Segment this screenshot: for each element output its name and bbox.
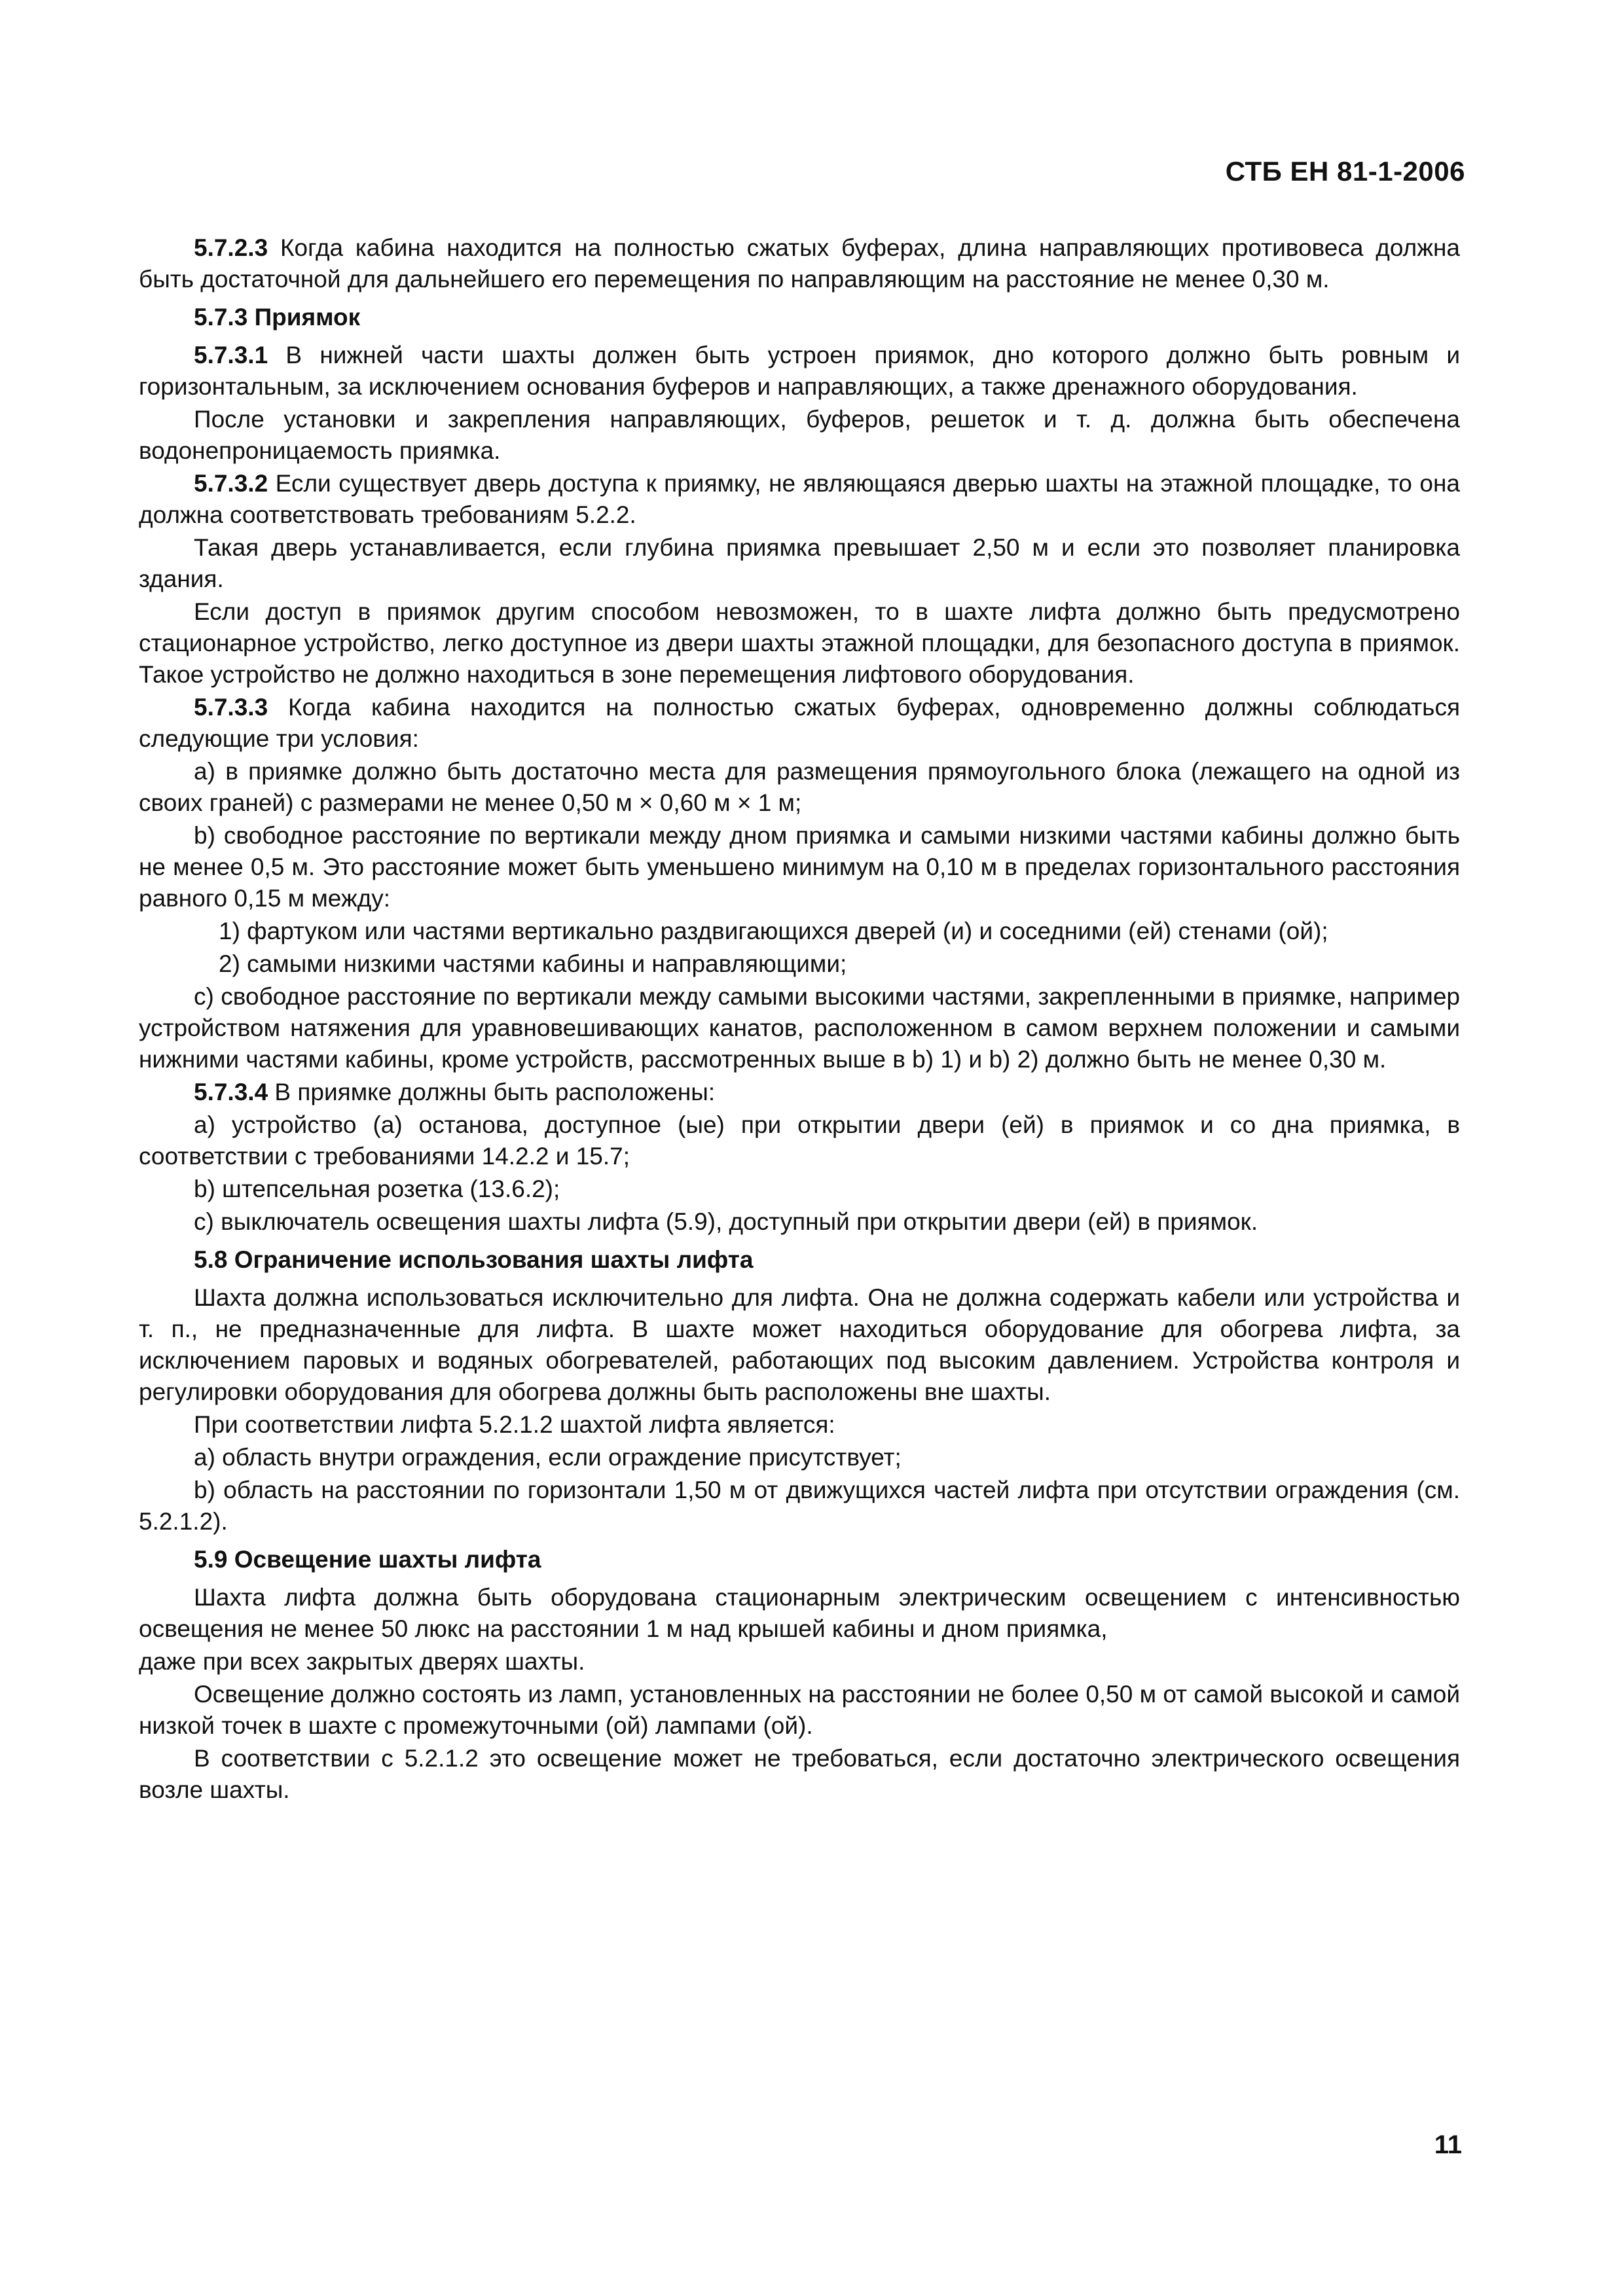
paragraph-5-7-3-1: [139, 340, 1460, 403]
list-item-a: a) область внутри ограждения, если ограждение присутствует;: [194, 1444, 902, 1471]
paragraph-text: Шахта должна использоваться исключительно для лифта. Она не должна содержать кабели или устройства и т. п., не предназначенные для лифта. В шахте может находиться оборудование для обогрева лифта, за исключением паровых и водяных обогревателей, работающих под высоким давлением. Устройства контроля и регулировки оборудования для обогрева должны быть расположены вне шахты.: [139, 1284, 1460, 1405]
list-item-a: a) в приямке должно быть достаточно места для размещения прямоугольного блока (лежащего на одной из своих граней) с размерами не менее 0,50 м × 0,60 м × 1 м;: [139, 758, 1460, 816]
list-item-b-1: 1) фартуком или частями вертикально раздвигающихся дверей (и) и соседними (ей) стенами (ой);: [219, 918, 1328, 944]
page-number: 11: [1434, 2130, 1462, 2159]
list-item-c: c) свободное расстояние по вертикали между самыми высокими частями, закрепленными в приямке, например устройством натяжения для уравновешивающих канатов, расположенном в самом верхнем положении и самыми нижними частями кабины, кроме устройств, рассмотренных выше в b) 1) и b) 2) должно быть не менее 0,30 м.: [139, 983, 1460, 1073]
paragraph-text: Такая дверь устанавливается, если глубина приямка превышает 2,50 м и если это позволяет планировка здания.: [139, 534, 1460, 592]
list-item-b: b) область на расстоянии по горизонтали 1,50 м от движущихся частей лифта при отсутствии ограждения (см. 5.2.1.2).: [139, 1477, 1460, 1535]
paragraph-text: После установки и закрепления направляющих, буферов, решеток и т. д. должна быть обеспечена водонепроницаемость приямка.: [139, 406, 1460, 464]
paragraph-text: Когда кабина находится на полностью сжатых буферах, одновременно должны соблюдаться следующие три условия:: [139, 694, 1460, 752]
clause-number: 5.7.2.3: [194, 234, 268, 261]
paragraph-5-7-3-3: [139, 692, 1460, 755]
paragraph-text: В соответствии с 5.2.1.2 это освещение может не требоваться, если достаточно электрического освещения возле шахты.: [139, 1745, 1460, 1803]
paragraph-text: Если доступ в приямок другим способом невозможен, то в шахте лифта должно быть предусмотрено стационарное устройство, легко доступное из двери шахты этажной площадки, для безопасного доступа в приямок. Такое устройство не должно находиться в зоне перемещения лифтового оборудования.: [139, 598, 1460, 688]
paragraph-text: Освещение должно состоять из ламп, установленных на расстоянии не более 0,50 м от самой высокой и самой низкой точек в шахте с промежуточными (ой) лампами (ой).: [139, 1681, 1460, 1739]
list-item-b: b) свободное расстояние по вертикали между дном приямка и самыми низкими частями кабины должно быть не менее 0,5 м. Это расстояние может быть уменьшено минимум на 0,10 м в пределах горизонтального расстояния равного 0,15 м между:: [139, 822, 1460, 912]
clause-number: 5.7.3.2: [194, 470, 268, 497]
document-code: СТБ ЕН 81-1-2006: [1225, 156, 1465, 187]
list-item-b: b) штепсельная розетка (13.6.2);: [194, 1175, 560, 1202]
paragraph-text: Когда кабина находится на полностью сжатых буферах, длина направляющих противовеса должна быть достаточной для дальнейшего его перемещения по направляющим на расстояние не менее 0,30 м.: [139, 234, 1460, 293]
section-heading-5-9: 5.9 Освещение шахты лифта: [194, 1546, 541, 1573]
paragraph-text: В нижней части шахты должен быть устроен приямок, дно которого должно быть ровным и горизонтальным, за исключением основания буферов и направляющих, а также дренажного оборудования.: [139, 342, 1460, 400]
paragraph-5-7-3-4: [139, 1077, 1460, 1108]
paragraph-text: В приямке должны быть расположены:: [268, 1079, 716, 1105]
section-heading-5-7-3: 5.7.3 Приямок: [194, 304, 361, 331]
clause-number: 5.7.3.4: [194, 1079, 268, 1105]
section-heading-5-8: 5.8 Ограничение использования шахты лифта: [194, 1246, 754, 1273]
list-item-a: a) устройство (а) останова, доступное (ые) при открытии двери (ей) в приямок и со дна приямка, в соответствии с требованиями 14.2.2 и 15.7;: [139, 1111, 1460, 1170]
clause-number: 5.7.3.3: [194, 694, 268, 721]
document-body: [139, 232, 1460, 1807]
list-item-b-2: 2) самыми низкими частями кабины и направляющими;: [219, 950, 847, 977]
paragraph-text: При соответствии лифта 5.2.1.2 шахтой лифта является:: [194, 1411, 835, 1438]
paragraph-5-7-2-3: [139, 232, 1460, 295]
paragraph-text: Если существует дверь доступа к приямку, не являющаяся дверью шахты на этажной площадке, то она должна соответствовать требованиям 5.2.2.: [139, 470, 1460, 528]
paragraph-text: Шахта лифта должна быть оборудована стационарным электрическим освещением с интенсивностью освещения не менее 50 люкс на расстоянии 1 м над крышей кабины и дном приямка,: [139, 1584, 1460, 1642]
list-item-c: c) выключатель освещения шахты лифта (5.9), доступный при открытии двери (ей) в приямок.: [194, 1208, 1258, 1235]
clause-number: 5.7.3.1: [194, 342, 268, 368]
paragraph-text: даже при всех закрытых дверях шахты.: [139, 1648, 585, 1675]
paragraph-5-7-3-2: [139, 468, 1460, 531]
